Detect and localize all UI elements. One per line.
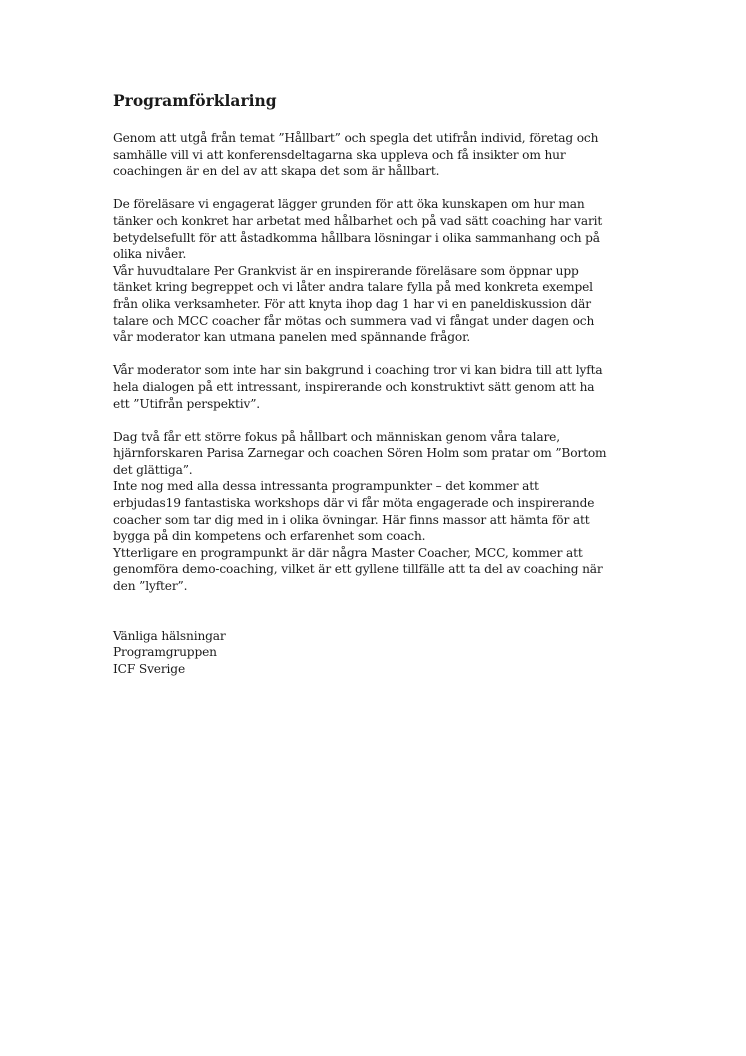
paragraph-day-two xyxy=(113,429,653,595)
text-line: samhälle vill vi att konferensdeltagarna ska uppleva och få insikter om hur xyxy=(113,147,566,162)
text-line: hela dialogen på ett intressant, inspirerande och konstruktivt sätt genom att ha xyxy=(113,379,595,394)
text-line: erbjudas19 fantastiska workshops där vi får möta engagerade och inspirerande xyxy=(113,496,595,511)
text-line: ett ”Utifrån perspektiv”. xyxy=(113,396,261,411)
text-line: Genom att utgå från temat ”Hållbart” och spegla det utifrån individ, företag och xyxy=(113,131,599,145)
signature-gap xyxy=(113,595,653,628)
text-line: betydelsefullt för att åstadkomma hållbara lösningar i olika sammanhang och på xyxy=(113,230,600,245)
text-line: Inte nog med alla dessa intressanta programpunkter – det kommer att xyxy=(113,479,539,494)
signature-organization: ICF Sverige xyxy=(113,661,186,676)
text-line: vår moderator kan utmana panelen med spännande frågor. xyxy=(113,330,471,345)
text-line: olika nivåer. xyxy=(113,247,187,262)
page-title: Programförklaring xyxy=(113,91,277,110)
paragraph-gap xyxy=(113,180,653,197)
text-line: från olika verksamheter. För att knyta ihop dag 1 har vi en paneldiskussion där xyxy=(113,296,591,311)
text-line: tänket kring begreppet och vi låter andra talare fylla på med konkreta exempel xyxy=(113,280,593,295)
text-line: hjärnforskaren Parisa Zarnegar och coachen Sören Holm som pratar om ”Bortom xyxy=(113,446,607,461)
signature-group: Programgruppen xyxy=(113,645,217,660)
text-line: De föreläsare vi engagerat lägger grunden för att öka kunskapen om hur man xyxy=(113,197,585,212)
paragraph-gap xyxy=(113,346,653,363)
text-line: Dag två får ett större fokus på hållbart och människan genom våra talare, xyxy=(113,429,560,444)
paragraph-intro xyxy=(113,130,653,180)
text-line: bygga på din kompetens och erfarenhet som coach. xyxy=(113,529,426,544)
paragraph-speakers xyxy=(113,196,653,345)
signature-block xyxy=(113,628,653,678)
paragraph-moderator xyxy=(113,362,653,412)
text-line: Vår moderator som inte har sin bakgrund i coaching tror vi kan bidra till att lyfta xyxy=(113,363,603,378)
text-line: den ”lyfter”. xyxy=(113,579,188,594)
text-line: tänker och konkret har arbetat med hålbarhet och på vad sätt coaching har varit xyxy=(113,213,603,228)
text-line: coachingen är en del av att skapa det som är hållbart. xyxy=(113,164,440,179)
document-body xyxy=(113,91,653,677)
paragraph-gap xyxy=(113,412,653,429)
text-line: talare och MCC coacher får mötas och summera vad vi fångat under dagen och xyxy=(113,313,595,328)
signature-greeting: Vänliga hälsningar xyxy=(113,628,226,643)
text-line: genomföra demo-coaching, vilket är ett gyllene tillfälle att ta del av coaching när xyxy=(113,562,603,577)
text-line: coacher som tar dig med in i olika övningar. Här finns massor att hämta för att xyxy=(113,512,590,527)
text-line: det glättiga”. xyxy=(113,462,193,477)
text-line: Vår huvudtalare Per Grankvist är en inspirerande föreläsare som öppnar upp xyxy=(113,263,579,278)
text-line: Ytterligare en programpunkt är där några Master Coacher, MCC, kommer att xyxy=(113,545,583,560)
